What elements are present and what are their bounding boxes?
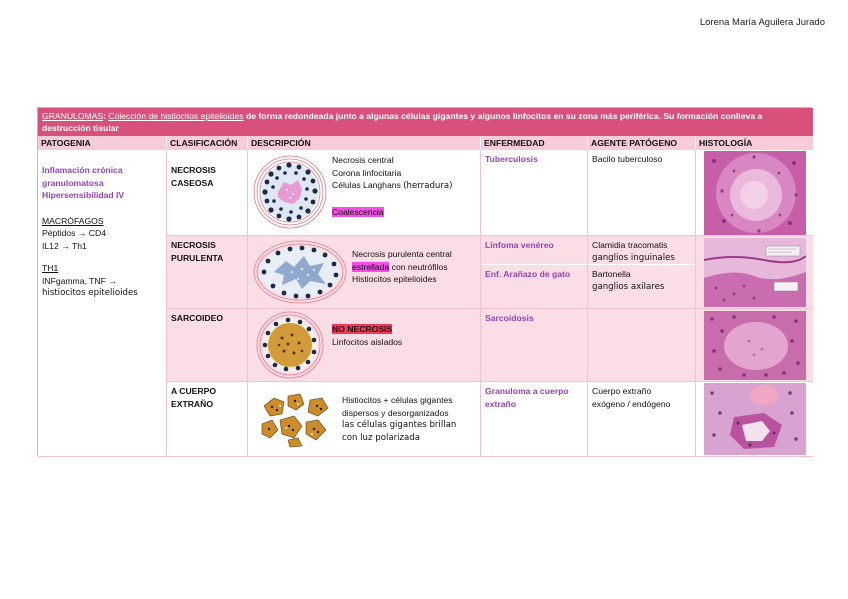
row2-desc-line2: con neutrófilos [389,261,448,272]
granulomas-table [37,107,812,456]
estrellada-highlight: estrellada [352,261,390,272]
row2-agente-2: Bartonella [592,269,631,279]
foreign-body-granuloma-illustration [258,390,334,448]
th1-title: TH1 [42,263,59,273]
row4-agente [588,382,696,457]
row1-desc-line2: Corona linfocitaria [332,167,402,178]
row1-clasificacion-line1: NECROSIS [171,165,216,175]
row4-agente-1: Cuerpo extraño [592,386,652,396]
row1-enfermedad-text: Tuberculosis [485,154,538,164]
row2-clasificacion [167,236,248,309]
th1-line1: INFgamma, TNF → [42,275,117,286]
row4-enfermedad-1: Granuloma a cuerpo [485,386,569,396]
header-enfermedad: ENFERMEDAD [481,136,588,150]
row2-clasificacion-line1: NECROSIS [171,240,216,250]
row3-histologia [696,309,813,382]
row1-enfermedad [481,150,588,236]
row4-clasificacion-line2: EXTRAÑO [171,398,214,409]
banner-definition-link: Colección de histiocitos epitelioides [108,111,244,121]
row4-clasificacion [167,382,248,457]
banner-definition-rest: de forma redondeada junto a algunas células gigantes y algunos linfocitos en su zona más periférica. Su formación conlleva a destrucción tisular [42,111,763,133]
header-patogenia: PATOGENIA [38,136,167,150]
banner-colon: : [103,111,109,121]
patogenia-line3: Hipersensibilidad IV [42,190,125,200]
row2-descripcion [248,236,481,309]
row1-desc-line1: Necrosis central [332,155,394,165]
row3-clasificacion [167,309,248,382]
row1-clasificacion [167,150,248,236]
macrofagos-line1: Péptidos → CD4 [42,228,107,238]
tuberculosis-histology-image [704,151,806,235]
row2-enfermedad-2: Enf. Arañazo de gato [485,269,571,279]
sarcoid-granuloma-illustration [252,310,328,380]
row4-enfermedad [481,382,588,457]
header-clasificacion: CLASIFICACIÓN [167,136,248,150]
macrofagos-line2: IL12 → Th1 [42,240,87,251]
row2-agente-1b: ganglios inguinales [592,252,675,263]
row2-clasificacion-line2: PURULENTA [171,252,224,263]
macrofagos-title: MACRÓFAGOS [42,215,104,226]
row4-histologia [696,382,813,457]
row3-enfermedad [481,309,588,382]
patogenia-line2: granulomatosa [42,177,104,188]
row4-desc-line4: con luz polarizada [342,432,421,443]
row4-enfermedad-2: extraño [485,398,517,409]
row1-desc-line3b: (herradura) [403,181,453,191]
header-agente: AGENTE PATÓGENO [588,136,696,150]
patogenia-line1: Inflamación crónica [42,165,123,175]
suppurative-granuloma-illustration [252,239,348,305]
row1-descripcion [248,150,481,236]
row1-agente-text: Bacilo tuberculoso [592,154,663,164]
caseating-granuloma-illustration [251,152,329,232]
row2-enfermedad [481,236,588,309]
author-name: Lorena María Aguilera Jurado [699,17,825,28]
row2-desc-line1: Necrosis purulenta central [352,249,452,259]
row2-histologia [696,236,813,309]
banner-title: GRANULOMAS [42,111,104,121]
row2-agente-1: Clamidia tracomatis [592,240,668,250]
no-necrosis-highlight: NO NECROSIS [332,324,393,334]
th1-line2: histiocitos epitelioides [42,288,138,298]
sarcoidosis-histology-image [704,311,806,380]
row4-clasificacion-line1: A CUERPO [171,386,217,396]
lymphogranuloma-histology-image [704,238,806,307]
patogenia-cell [38,150,167,457]
row3-agente [588,309,696,382]
coalescencia-highlight: Coalescencia [332,206,384,217]
row4-desc-line2: dispersos y desorganizados [342,407,449,418]
row4-descripcion [248,382,481,457]
row3-desc-line1: Linfocitos aislados [332,336,403,347]
row1-histologia [696,150,813,236]
row1-agente [588,150,696,236]
row2-desc-line3: Histiocitos epitelioides [352,274,437,284]
header-histologia: HISTOLOGÍA [696,136,813,150]
row2-agente-2b: ganglios axilares [592,281,665,292]
row4-agente-2: exógeno / endógeno [592,398,671,409]
row2-agente [588,236,696,309]
row4-desc-line3: las células gigantes brillan [342,420,457,430]
foreign-body-histology-image [704,383,806,455]
row3-descripcion [248,309,481,382]
row1-clasificacion-line2: CASEOSA [171,177,214,188]
row3-clasificacion-line1: SARCOIDEO [171,313,224,323]
row2-enfermedad-1: Linfoma venéreo [481,236,587,265]
header-descripcion: DESCRIPCIÓN [248,136,481,150]
row4-desc-line1: Histiocitos + células gigantes [342,395,453,405]
row3-enfermedad-text: Sarcoidosis [485,313,534,323]
row1-desc-line3: Células Langhans [332,180,401,190]
table-banner [38,108,813,136]
